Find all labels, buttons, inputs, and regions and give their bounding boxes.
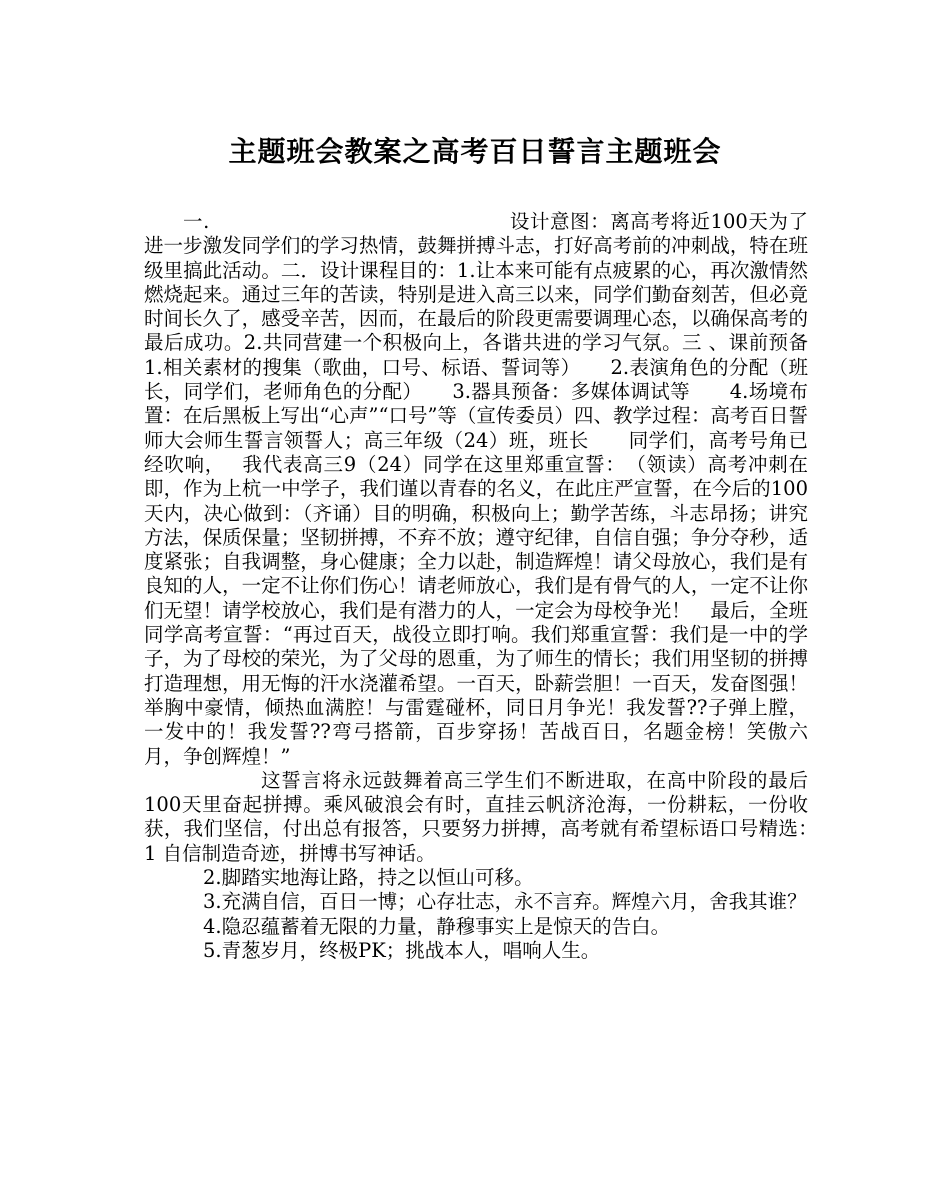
slogan-item: 5.青葱岁月，终极PK；挑战本人，唱响人生。: [203, 938, 601, 962]
main-paragraph-text: 设计意图：离高考将近100天为了进一步激发同学们的学习热情，鼓舞拼搏斗志，打好高考前的冲刺战，特在班级里搞此活动。二．设计课程目的：1.让本来可能有点疲累的心，再次激情然燃烧起来。通过三年的苦读，特别是进入高三以来，同学们勤奋刻苦，但必竟时间长久了，感受辛苦，因而，在最后的阶段更需要调理心态，以确保高考的最后成功。2.共同营建一个积极向上，各谐共进的学习气氛。三 、课前预备 1.相关素材的搜集（歌曲，口号、标语、誓词等） 2.表演角色的分配（班长，同学们，老师角色的分配） 3.器具预备：多媒体调试等 4.场境布置：在后黑板上写出“心声”“口号”等（宣传委员）四、教学过程：高考百日誓师大会师生誓言领誓人；高三年级（24）班，班长 同学们，高考号角已经吹响， 我代表高三9（24）同学在这里郑重宣誓： （领读）高考冲刺在即，作为上杭一中学子，我们谨以青春的名义，在此庄严宣誓，在今后的100天内，决心做到：（齐诵）目的明确，积极向上；勤学苦练，斗志昂扬；讲究方法，保质保量；坚韧拼搏，不弃不放；遵守纪律，自信自强；争分夺秒，适度紧张；自我调整，身心健康；全力以赴，制造辉煌！请父母放心，我们是有良知的人，一定不让你们伤心！请老师放心，我们是有骨气的人，一定不让你们无望！请学校放心，我们是有潜力的人，一定会为母校争光！ 最后，全班同学高考宣誓：“再过百天，战役立即打响。我们郑重宣誓：我们是一中的学子，为了母校的荣光，为了父母的恩重，为了师生的情长；我们用坚韧的拼搏打造理想，用无悔的汗水浇灌希望。一百天，卧薪尝胆！一百天，发奋图强！举胸中豪情，倾热血满腔！与雷霆碰杯，同日月争光！我发誓??子弹上膛，一发中的！我发誓??弯弓搭箭，百步穿扬！苦战百日，名题金榜！笑傲六月，争创辉煌！”: [144, 210, 848, 768]
slogan-item: 4.隐忍蕴蓄着无限的力量，静穆事实上是惊天的告白。: [203, 914, 671, 938]
section-marker: 一.: [183, 210, 210, 233]
closing-paragraph: 这誓言将永远鼓舞着高三学生们不断进取，在高中阶段的最后100天里奋起拼搏。乘风破浪会有时，直挂云帆济沧海，一份耕耘，一份收获，我们坚信，付出总有报答，只要努力拼搏，高考就有希望标语口号精选： 1 自信制造奇迹，拼博书写神话。: [144, 768, 828, 865]
document-body: [144, 210, 848, 963]
main-paragraph: [144, 210, 848, 769]
slogan-item: 3.充满自信，百日一博；心存壮志，永不言弃。辉煌六月，舍我其谁？: [203, 890, 807, 914]
document-title: 主题班会教案之高考百日誓言主题班会: [228, 135, 722, 168]
slogan-item: 2.脚踏实地海让路，持之以恒山可移。: [203, 866, 534, 890]
